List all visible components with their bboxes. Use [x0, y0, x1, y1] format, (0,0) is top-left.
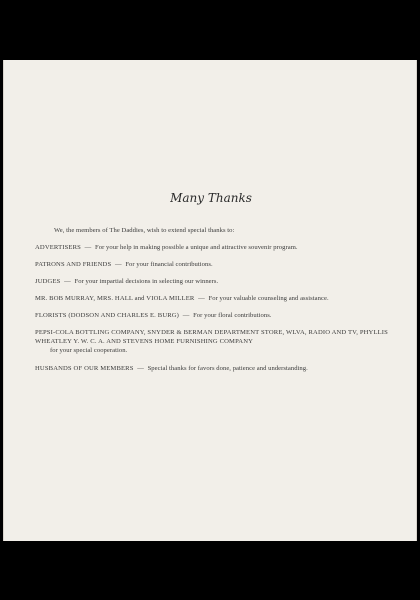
- entry-text: For your financial contributions.: [125, 261, 213, 268]
- thanks-entry-judges: [35, 277, 390, 286]
- thanks-content: [35, 226, 390, 381]
- entry-name: MR. BOB MURRAY, MRS. HALL and VIOLA MILLER: [35, 295, 195, 302]
- top-letterbox-bar: [0, 0, 420, 60]
- entry-text: For your valuable counseling and assistance.: [208, 295, 329, 302]
- thanks-entry-patrons: [35, 260, 390, 269]
- entry-name: FLORISTS (DODSON AND CHARLES E. BURG): [35, 312, 180, 319]
- entry-name: HUSBANDS OF OUR MEMBERS: [35, 365, 134, 372]
- entry-text: for your special cooperation.: [50, 347, 128, 354]
- thanks-entry-counselors: [35, 294, 390, 303]
- thanks-entry-florists: [35, 311, 390, 320]
- entry-separator: —: [114, 261, 122, 268]
- document-page: [3, 60, 417, 541]
- entry-separator: —: [137, 365, 144, 372]
- entry-name: PEPSI-COLA BOTTLING COMPANY, SNYDER & BERMAN DEPARTMENT STORE, WLVA, RADIO AND TV, PHYLLIS WHEATLEY Y. W. C. A. AND STEVENS HOME FURNISHING COMPANY: [35, 329, 388, 345]
- entry-text: For your help in making possible a unique and attractive souvenir program.: [95, 244, 298, 251]
- page-title: Many Thanks: [170, 191, 252, 205]
- entry-text: For your floral contributions.: [193, 312, 272, 319]
- intro-text: We, the members of The Daddies, wish to extend special thanks to:: [54, 227, 235, 234]
- entry-text: For your impartial decisions in selecting our winners.: [74, 278, 219, 285]
- thanks-entry-husbands: [35, 364, 390, 373]
- entry-name: PATRONS AND FRIENDS: [35, 261, 112, 268]
- thanks-entry-businesses: [35, 328, 390, 355]
- entry-separator: —: [182, 312, 190, 319]
- entry-separator: —: [84, 244, 92, 251]
- entry-name: ADVERTISERS: [35, 244, 81, 251]
- entry-name: JUDGES: [35, 278, 61, 285]
- thanks-entry-advertisers: [35, 243, 390, 252]
- entry-text: Special thanks for favors done, patience and understanding.: [147, 365, 308, 372]
- entry-separator: —: [64, 278, 71, 285]
- entry-separator: —: [198, 295, 205, 302]
- bottom-letterbox-bar: [0, 541, 420, 600]
